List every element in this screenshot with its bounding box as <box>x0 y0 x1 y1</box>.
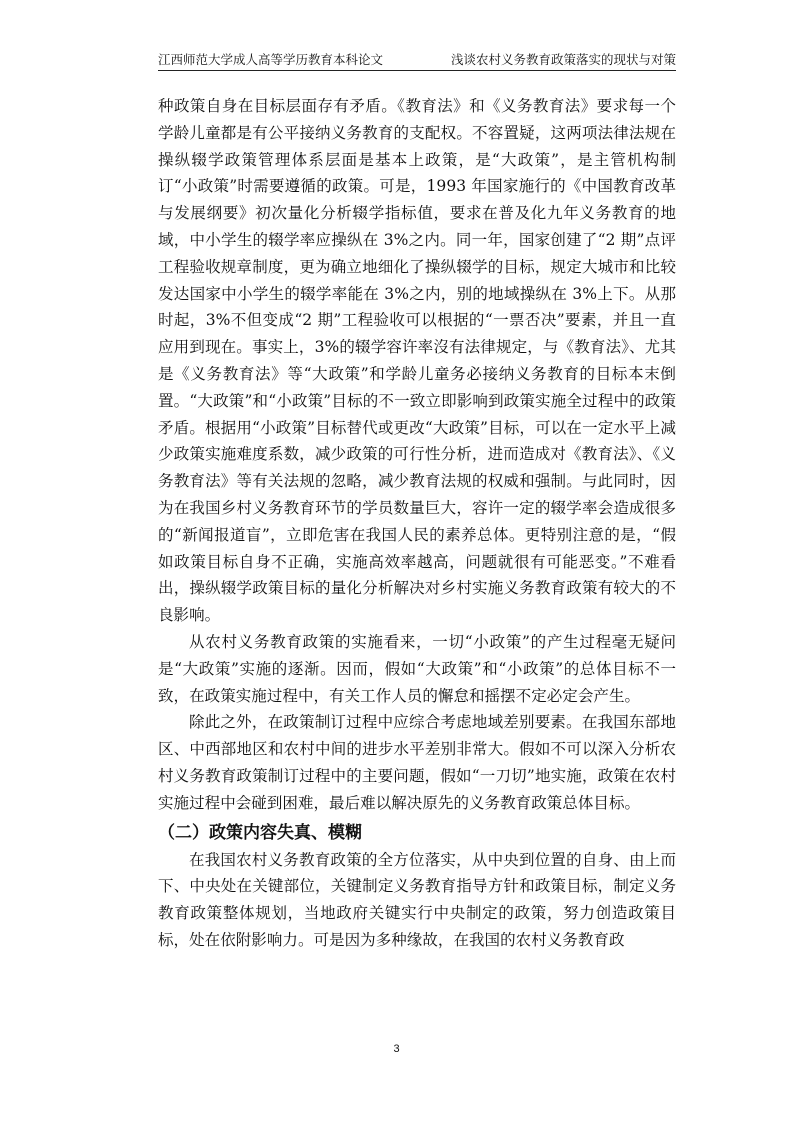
paragraph: 从农村义务教育政策的实施看来，一切“小政策”的产生过程毫无疑问是“大政策”实施的逐渐。因而，假如“大政策”和“小政策”的总体目标不一致，在政策实施过程中，有关工作人员的懈怠和摇摆不定必定会产生。 <box>158 632 676 705</box>
paragraph-continued: 种政策自身在目标层面存有矛盾。《教育法》和《义务教育法》要求每一个学龄儿童都是有公平接纳义务教育的支配权。不容置疑，这两项法律法规在操纵辍学政策管理体系层面是基本上政策，是“大政策”，是主管机构制订“小政策”时需要遵循的政策。可是，1993 年国家施行的《中国教育改革与发展纲要》初次量化分析辍学指标值，要求在普及化九年义务教育的地域，中小学生的辍学率应操纵在 3%之内。同一年，国家创建了“2 期”点评工程验收规章制度，更为确立地细化了操纵辍学的目标，规定大城市和比较发达国家中小学生的辍学率能在 3%之内，别的地域操纵在 3%上下。从那时起，3%不但变成“2 期”工程验收可以根据的“一票否决”要素，并且一直应用到现在。事实上，3%的辍学容许率沒有法律规定，与《教育法》、尤其是《义务教育法》等“大政策”和学龄儿童务必接纳义务教育的目标本末倒置。“大政策”和“小政策”目标的不一致立即影响到政策实施全过程中的政策矛盾。根据用“小政策”目标替代或更改“大政策”目标，可以在一定水平上减少政策实施难度系数，减少政策的可行性分析，进而造成对《教育法》、《义务教育法》等有关法规的忽略，减少教育法规的权威和强制。与此同时，因为在我国乡村义务教育环节的学员数量巨大，容许一定的辍学率会造成很多的“新闻报道盲”，立即危害在我国人民的素养总体。更特别注意的是，“假如政策目标自身不正确，实施高效率越高，问题就很有可能恶变。”不难看出，操纵辍学政策目标的量化分析解决对乡村实施义务教育政策有较大的不良影响。 <box>158 97 676 625</box>
document-body <box>158 93 676 954</box>
header-left-title: 江西师范大学成人高等学历教育本科论文 <box>158 52 384 67</box>
page-header <box>158 48 676 71</box>
page-number: 3 <box>393 1043 400 1055</box>
paragraph: 在我国农村义务教育政策的全方位落实，从中央到位置的自身、由上而下、中央处在关键部位，关键制定义务教育指导方针和政策目标，制定义务教育政策整体规划，当地政府关键实行中央制定的政策，努力创造政策目标，处在依附影响力。可是因为多种缘故，在我国的农村义务教育政 <box>158 850 676 949</box>
header-right-title: 浅谈农村义务教育政策落实的现状与对策 <box>450 52 676 67</box>
paragraph: 除此之外，在政策制订过程中应综合考虑地域差别要素。在我国东部地区、中西部地区和农村中间的进步水平差别非常大。假如不可以深入分析农村义务教育政策制订过程中的主要问题，假如“一刀切”地实施，政策在农村实施过程中会碰到困难，最后难以解决原先的义务教育政策总体目标。 <box>158 713 676 812</box>
section-heading: （二）政策内容失真、模糊 <box>158 822 362 843</box>
